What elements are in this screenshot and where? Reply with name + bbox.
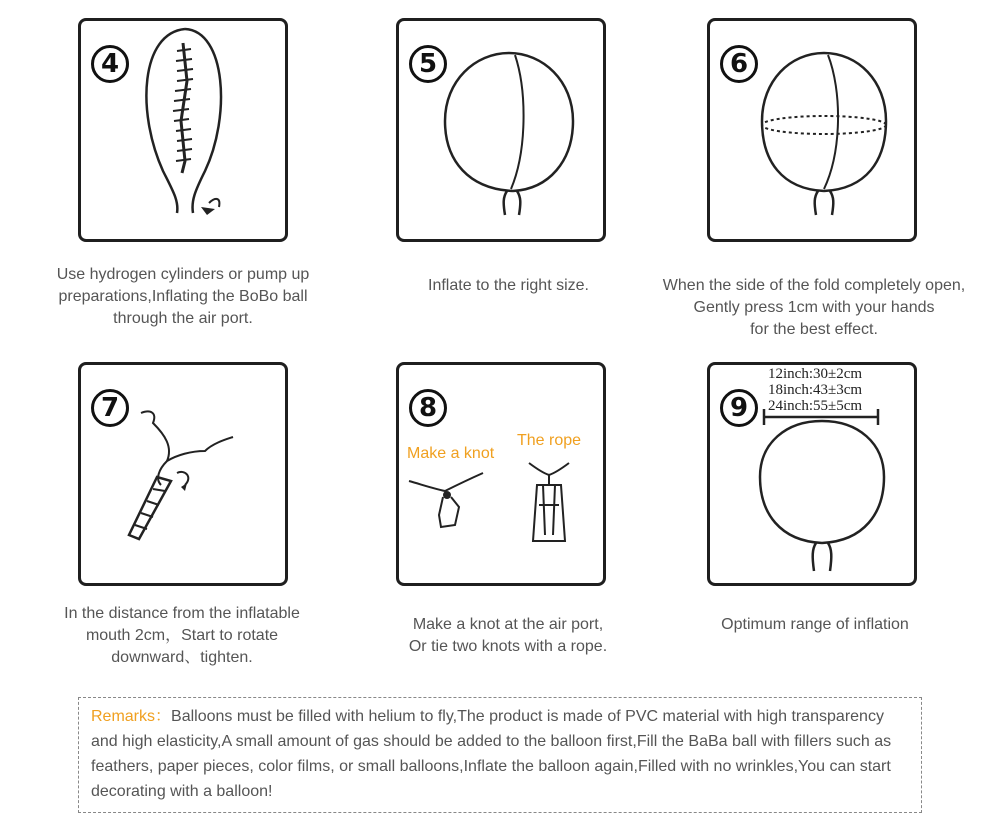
size-range-24inch: 24inch:55±5cm (768, 398, 863, 414)
step-number-9: 9 (720, 389, 758, 427)
step-number-6: 6 (720, 45, 758, 83)
step-7-caption: In the distance from the inflatable mouth 2cm，Start to rotate downward、tighten. (64, 605, 300, 666)
remarks-label: Remarks： (91, 708, 172, 725)
remarks-box (78, 697, 922, 813)
step-4-caption: Use hydrogen cylinders or pump up preparations,Inflating the BoBo ball through the air port. (56, 266, 310, 327)
make-a-knot-label: Make a knot (407, 445, 495, 462)
step-9-caption: Optimum range of inflation (721, 616, 909, 633)
step-8-panel (396, 362, 606, 586)
step-4-panel (78, 18, 288, 242)
step-6-caption: When the side of the fold completely open, Gently press 1cm with your hands for the best effect. (662, 277, 966, 338)
step-number-7: 7 (91, 389, 129, 427)
step-7-panel (78, 362, 288, 586)
step-5-caption: Inflate to the right size. (428, 277, 589, 294)
step-number-5: 5 (409, 45, 447, 83)
size-range-12inch: 12inch:30±2cm (768, 366, 863, 382)
step-8-caption: Make a knot at the air port, Or tie two knots with a rope. (408, 616, 608, 655)
step-9-panel (707, 362, 917, 586)
step-number-4: 4 (91, 45, 129, 83)
size-range-18inch: 18inch:43±3cm (768, 382, 863, 398)
step-6-panel (707, 18, 917, 242)
step-number-8: 8 (409, 389, 447, 427)
the-rope-label: The rope (517, 432, 582, 449)
remarks-text: Balloons must be filled with helium to fly,The product is made of PVC material with high transparency and high elasticity,A small amount of gas should be added to the balloon first,Fill the BaBa ball with fillers such as feathers, paper pieces, color films, or small balloons,Inflate the balloon again,Filled with no wrinkles,You can start decorating with a balloon! (91, 708, 892, 800)
step-5-panel (396, 18, 606, 242)
